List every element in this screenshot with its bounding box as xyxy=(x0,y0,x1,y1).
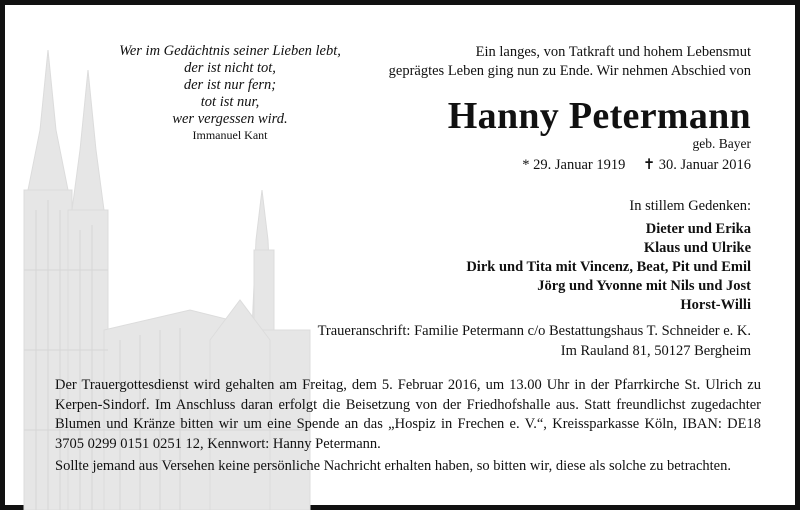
list-item: Horst-Willi xyxy=(680,297,751,313)
poem-line: Wer im Gedächtnis seiner Lieben lebt, xyxy=(119,43,341,59)
service-paragraph: Der Trauergottesdienst wird gehalten am Freitag, dem 5. Februar 2016, um 13.00 Uhr in der Pfarrkirche St. Ulrich zu Kerpen-Sindorf. Im Anschluss daran erfolgt die Beisetzung von der Friedhofshalle aus. Statt freundlichst zugedachter Blumen und Kränze bitten wir um eine Spende an das „Hospiz in Frechen e. V.“, Kreissparkasse Köln, IBAN: DE18 3705 0299 0151 0251 12, Kennwort: Hanny Petermann. xyxy=(55,377,761,452)
intro-line: geprägtes Leben ging nun zu Ende. Wir nehmen Abschied von xyxy=(388,63,751,79)
poem-line: tot ist nur, xyxy=(200,94,260,110)
birth-date: * 29. Januar 1919 xyxy=(522,157,626,173)
mourner-list xyxy=(466,220,751,315)
intro-line: Ein langes, von Tatkraft und hohem Lebensmut xyxy=(475,44,751,60)
list-item: Dirk und Tita mit Vincenz, Beat, Pit und Emil xyxy=(466,259,751,275)
poem-line: der ist nur fern; xyxy=(183,77,277,93)
list-item: Jörg und Yvonne mit Nils und Jost xyxy=(537,278,751,294)
death-date: ✝ 30. Januar 2016 xyxy=(643,157,751,173)
poem-line: wer vergessen wird. xyxy=(172,111,288,127)
list-item: Dieter und Erika xyxy=(645,221,751,237)
list-item: Klaus und Ulrike xyxy=(643,240,751,256)
address-line: Traueranschrift: Familie Petermann c/o Bestattungshaus T. Schneider e. K. xyxy=(317,323,751,339)
note-paragraph: Sollte jemand aus Versehen keine persönliche Nachricht erhalten haben, so bitten wir, diese als solche zu betrachten. xyxy=(55,458,731,474)
intro-text xyxy=(311,43,751,81)
mourning-heading: In stillem Gedenken: xyxy=(629,198,751,214)
poem-line: der ist nicht tot, xyxy=(184,60,276,76)
mourning-address xyxy=(318,321,751,361)
life-dates xyxy=(508,157,751,174)
address-line: Im Rauland 81, 50127 Bergheim xyxy=(560,343,751,359)
poem-author: Immanuel Kant xyxy=(192,128,268,142)
birth-name: geb. Bayer xyxy=(692,136,751,151)
deceased-name: Hanny Petermann xyxy=(447,95,751,137)
